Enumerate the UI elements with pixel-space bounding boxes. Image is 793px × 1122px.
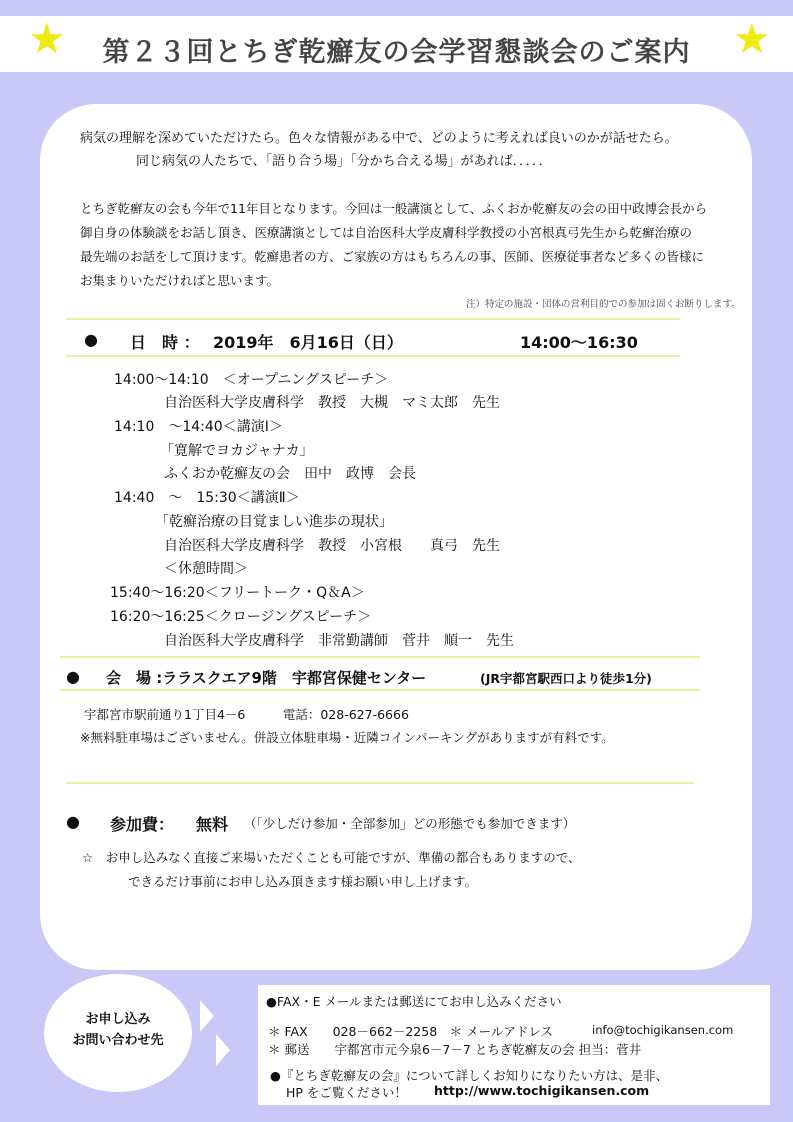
venue-access: (JR宇都宮駅西口より徒歩1分) xyxy=(480,671,652,686)
event-time: 14:00〜16:30 xyxy=(520,333,638,352)
body-line-2: 御自身の体験談をお話し頂き、医療講演としては自治医科大学皮膚科学教授の小宮根真弓先生から乾癬治療の xyxy=(80,225,693,240)
program-lecture-1-title: 「寛解でヨカジャナカ」 xyxy=(160,443,314,459)
disclaimer-note: 注）特定の施設・団体の営利目的での参加は固くお断りします。 xyxy=(466,299,741,310)
divider xyxy=(60,689,700,691)
program-free-talk: 15:40〜16:20＜フリートーク・Q＆A＞ xyxy=(110,585,365,601)
venue-label: 会 場 :ララスクエア9階 宇都宮保健センター xyxy=(106,669,427,687)
venue-bullet: ● xyxy=(66,667,80,686)
program-opening: 14:00〜14:10 ＜オープニングスピーチ＞ xyxy=(114,372,389,388)
divider xyxy=(66,782,694,784)
arrow-right-icon xyxy=(216,1034,230,1066)
fee-value: 無料 xyxy=(196,815,229,834)
body-line-4: お集まりいただければと思います。 xyxy=(80,273,280,288)
divider xyxy=(66,355,680,357)
contact-more-line-1: ●『とちぎ乾癬友の会』について詳しくお知りになりたい方は、是非、 xyxy=(270,1068,669,1083)
website-link[interactable]: http://www.tochigikansen.com xyxy=(434,1083,650,1098)
event-date: 2019年 6月16日（日） xyxy=(213,333,403,352)
intro-line-1: 病気の理解を深めていただけたら。色々な情報がある中で、どのように考えれば良いのかが話せたら。 xyxy=(80,131,678,146)
program-lecture-2: 14:40 〜 15:30＜講演Ⅱ＞ xyxy=(114,490,300,506)
arrow-right-icon xyxy=(200,1000,214,1032)
page-title: 第２３回とちぎ乾癬友の会学習懇談会のご案内 xyxy=(102,37,691,68)
program-lecture-2-speaker: 自治医科大学皮膚科学 教授 小宮根 真弓 先生 xyxy=(164,538,500,554)
fee-note: （「少しだけ参加・全部参加」どの形態でも参加できます） xyxy=(244,816,576,831)
contact-fax: ＊ FAX 028－662－2258 ＊ メールアドレス xyxy=(268,1024,554,1039)
fee-bullet: ● xyxy=(66,812,80,831)
intro-line-2: 同じ病気の人たちで、「語り合う場」「分かち合える場」があれば．．．．． xyxy=(136,154,552,169)
program-break: ＜休憩時間＞ xyxy=(164,561,248,577)
divider xyxy=(60,656,700,658)
star-icon: ★ xyxy=(28,14,66,63)
body-line-3: 最先端のお話をして頂けます。乾癬患者の方、ご家族の方はもちろんの事、医師、医療従事者など多くの皆様に xyxy=(80,249,705,264)
contact-header: ●FAX・E メールまたは郵送にてお申し込みください xyxy=(266,994,562,1009)
contact-more-line-2: HP をご覧ください！ xyxy=(286,1085,407,1100)
program-closing-speaker: 自治医科大学皮膚科学 非常勤講師 菅井 順一 先生 xyxy=(164,633,514,649)
contact-mail: ＊ 郵送 宇都宮市元今泉6－7－7 とちぎ乾癬友の会 担当：菅井 xyxy=(268,1042,642,1057)
contact-label-line-1: お申し込み xyxy=(85,1012,151,1027)
program-lecture-2-title: 「乾癬治療の目覚ましい進歩の現状」 xyxy=(155,514,393,530)
contact-email-link[interactable]: info@tochigikansen.com xyxy=(592,1023,734,1037)
program-lecture-1: 14:10 〜14:40＜講演Ⅰ＞ xyxy=(114,419,283,435)
fee-label: 参加費： xyxy=(110,815,175,834)
venue-parking: ※無料駐車場はございません。併設立体駐車場・近隣コインパーキングがありますが有料です。 xyxy=(80,730,614,745)
datetime-bullet: ● xyxy=(84,330,98,349)
body-line-1: とちぎ乾癬友の会も今年で11年目となります。今回は一般講演として、ふくおか乾癬友の会の田中政博会長から xyxy=(80,201,708,216)
program-closing: 16:20〜16:25＜クロージングスピーチ＞ xyxy=(110,609,372,625)
walkin-line-1: ☆ お申し込みなく直接ご来場いただくことも可能ですが、準備の都合もありますので、 xyxy=(82,850,581,865)
divider xyxy=(66,318,680,320)
venue-address: 宇都宮市駅前通り1丁目4－6 電話：028-627-6666 xyxy=(84,707,409,722)
star-icon: ★ xyxy=(733,14,771,63)
program-opening-speaker: 自治医科大学皮膚科学 教授 大槻 マミ太郎 先生 xyxy=(164,395,500,411)
contact-label-line-2: お問い合わせ先 xyxy=(72,1033,164,1048)
datetime-label: 日 時 ： xyxy=(130,333,200,352)
walkin-line-2: できるだけ事前にお申し込み頂きます様お願い申し上げます。 xyxy=(128,874,478,889)
program-lecture-1-speaker: ふくおか乾癬友の会 田中 政博 会長 xyxy=(164,466,416,482)
